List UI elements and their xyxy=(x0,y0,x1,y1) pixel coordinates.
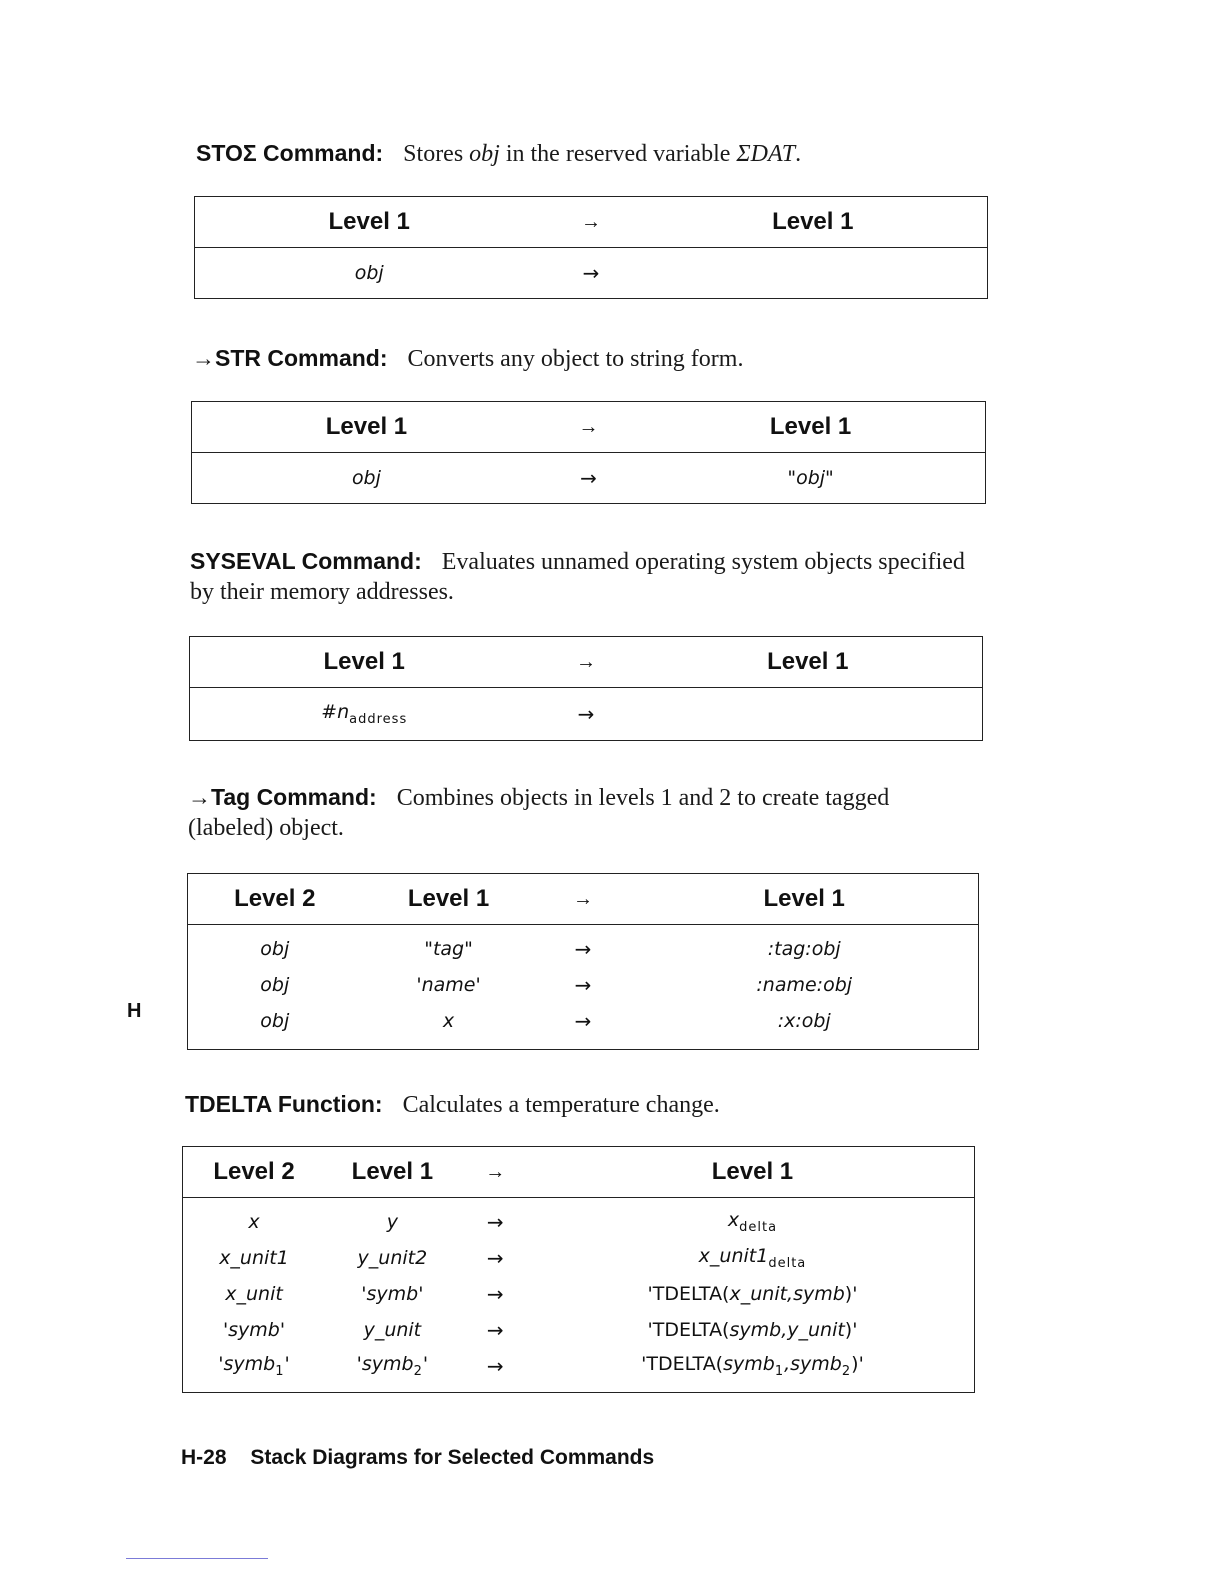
to-tag-stack-table xyxy=(187,873,979,1050)
table-row xyxy=(183,1276,975,1312)
header-level1-in: Level 1 xyxy=(195,197,544,248)
sto-sigma-desc-var: ΣDAT xyxy=(736,141,796,167)
cell-level2-in: 'symb' xyxy=(222,1319,286,1341)
cell-level2-in: x xyxy=(248,1211,260,1233)
sto-sigma-stack-table xyxy=(194,196,988,299)
func-args: x_unit,symb xyxy=(729,1283,845,1305)
cell-level2-in: x_unit xyxy=(225,1283,283,1305)
func-close: )' xyxy=(844,1319,858,1341)
syseval-command-name: SYSEVAL Command: xyxy=(190,548,422,574)
table-header-row xyxy=(183,1147,975,1198)
arrow-icon: → xyxy=(486,1354,504,1378)
header-level1-out: Level 1 xyxy=(531,1147,975,1198)
func-open: 'TDELTA( xyxy=(647,1283,730,1305)
delta-value: x_unit1 xyxy=(698,1245,769,1268)
arrow-icon: → xyxy=(536,874,631,925)
table-row xyxy=(192,453,986,504)
sto-sigma-desc-middle: in the reserved variable xyxy=(505,141,731,167)
arrow-icon: → xyxy=(538,637,633,688)
cell-level2-in: obj xyxy=(260,1010,290,1032)
footer-title: Stack Diagrams for Selected Commands xyxy=(250,1446,655,1469)
arrow-icon: → xyxy=(486,1246,504,1270)
func-arg2: ,symb xyxy=(784,1353,842,1376)
cell-level1-in: 'name' xyxy=(416,974,481,996)
arrow-icon: → xyxy=(486,1282,504,1306)
arrow-icon: → xyxy=(486,1318,504,1342)
delta-value: x xyxy=(727,1209,740,1232)
arrow-icon: → xyxy=(582,261,600,285)
to-str-desc: Converts any object to string form. xyxy=(407,346,744,372)
cell-level1-in: y_unit2 xyxy=(357,1247,428,1269)
sto-sigma-desc-end: . xyxy=(795,141,802,167)
table-row xyxy=(183,1240,975,1276)
cell-level1-out: :x:obj xyxy=(777,1010,831,1032)
sto-sigma-heading xyxy=(196,138,801,169)
sto-sigma-command-name: STOΣ Command: xyxy=(196,140,384,166)
cell-level1-in: obj xyxy=(354,262,384,284)
to-str-stack-table xyxy=(191,401,986,504)
tdelta-command-name: TDELTA Function: xyxy=(185,1091,383,1117)
to-str-command-name: →STR Command: xyxy=(192,345,388,371)
cell-level2-in: x_unit1 xyxy=(219,1247,289,1269)
symb-subscript: 2 xyxy=(413,1363,423,1379)
to-str-heading xyxy=(192,343,743,374)
symb-value: 'symb xyxy=(218,1353,276,1376)
sto-sigma-desc-obj: obj xyxy=(469,141,500,167)
tdelta-stack-table xyxy=(182,1146,975,1393)
table-row xyxy=(183,1198,975,1241)
cell-level1-in: "tag" xyxy=(424,938,473,960)
sto-sigma-desc-before: Stores xyxy=(403,141,464,167)
header-level1-out: Level 1 xyxy=(634,637,983,688)
header-level1-out: Level 1 xyxy=(639,197,988,248)
address-subscript: address xyxy=(349,711,408,727)
cell-level1-out xyxy=(531,1276,975,1312)
header-level1-out: Level 1 xyxy=(636,402,985,453)
tdelta-heading xyxy=(185,1089,720,1120)
cell-level1-in: y_unit xyxy=(363,1319,422,1341)
cell-level1-out xyxy=(634,688,983,741)
arrow-icon: → xyxy=(460,1147,531,1198)
cell-level1-in: obj xyxy=(351,467,381,489)
header-level1-out: Level 1 xyxy=(630,874,978,925)
cell-level1-in xyxy=(325,1348,460,1393)
address-value: #n xyxy=(321,701,350,724)
func-arg2-subscript: 2 xyxy=(841,1363,852,1379)
func-arg1: symb xyxy=(723,1353,775,1376)
cell-level2-in: obj xyxy=(260,974,290,996)
arrow-icon: → xyxy=(577,702,595,726)
arrow-icon: → xyxy=(574,973,592,997)
func-close: )' xyxy=(844,1283,858,1305)
arrow-icon: → xyxy=(541,402,636,453)
header-level2-in: Level 2 xyxy=(188,874,362,925)
syseval-desc: Evaluates unnamed operating system objects specified by their memory addresses. xyxy=(190,549,965,605)
to-tag-desc: Combines objects in levels 1 and 2 to create tagged (labeled) object. xyxy=(188,785,890,841)
syseval-heading xyxy=(190,546,980,607)
delta-subscript: delta xyxy=(739,1219,778,1235)
cell-level1-in: 'symb' xyxy=(361,1283,424,1305)
symb-value: 'symb xyxy=(356,1353,414,1376)
func-open: 'TDELTA( xyxy=(641,1353,724,1376)
to-tag-command-name: →Tag Command: xyxy=(188,784,377,810)
symb-quote: ' xyxy=(422,1353,429,1376)
arrow-icon: → xyxy=(543,197,638,248)
table-row xyxy=(188,925,979,968)
table-row xyxy=(188,967,979,1003)
table-header-row xyxy=(195,197,988,248)
header-level1-in: Level 1 xyxy=(192,402,541,453)
cell-level1-in xyxy=(190,688,539,741)
table-row xyxy=(195,248,988,299)
cell-level1-out: :name:obj xyxy=(756,974,853,996)
cell-level1-out: "obj" xyxy=(787,467,834,489)
section-tab-letter: H xyxy=(127,1000,142,1022)
cell-level1-out xyxy=(639,248,988,299)
cell-level1-in: y xyxy=(386,1211,398,1233)
to-tag-heading xyxy=(188,782,968,843)
header-level1-in: Level 1 xyxy=(190,637,539,688)
func-open: 'TDELTA( xyxy=(647,1319,730,1341)
delta-subscript: delta xyxy=(768,1255,807,1271)
page-footer xyxy=(181,1446,654,1470)
syseval-stack-table xyxy=(189,636,983,741)
table-header-row xyxy=(192,402,986,453)
arrow-icon: → xyxy=(486,1210,504,1234)
cell-level1-out xyxy=(531,1312,975,1348)
func-arg1-subscript: 1 xyxy=(774,1363,785,1379)
arrow-icon: → xyxy=(574,937,592,961)
tdelta-desc: Calculates a temperature change. xyxy=(402,1092,720,1118)
cell-level1-out: :tag:obj xyxy=(767,938,841,960)
header-level2-in: Level 2 xyxy=(183,1147,326,1198)
cell-level1-out xyxy=(531,1240,975,1276)
header-level1-in: Level 1 xyxy=(325,1147,460,1198)
symb-quote: ' xyxy=(284,1353,290,1376)
arrow-icon: → xyxy=(580,466,597,490)
header-level1-in: Level 1 xyxy=(362,874,536,925)
cell-level2-in: obj xyxy=(260,938,290,960)
table-row xyxy=(183,1348,975,1393)
cell-level2-in xyxy=(183,1348,326,1393)
footer-rule xyxy=(126,1558,268,1559)
table-row xyxy=(190,688,983,741)
arrow-icon: → xyxy=(574,1009,592,1033)
table-header-row xyxy=(190,637,983,688)
symb-subscript: 1 xyxy=(275,1363,285,1379)
func-close: )' xyxy=(851,1353,864,1376)
cell-level1-out xyxy=(531,1198,975,1241)
page-number: H-28 xyxy=(181,1446,227,1469)
table-row xyxy=(188,1003,979,1050)
func-args: symb,y_unit xyxy=(729,1319,845,1341)
cell-level1-in: x xyxy=(442,1010,455,1032)
table-row xyxy=(183,1312,975,1348)
cell-level1-out xyxy=(531,1348,975,1393)
table-header-row xyxy=(188,874,979,925)
